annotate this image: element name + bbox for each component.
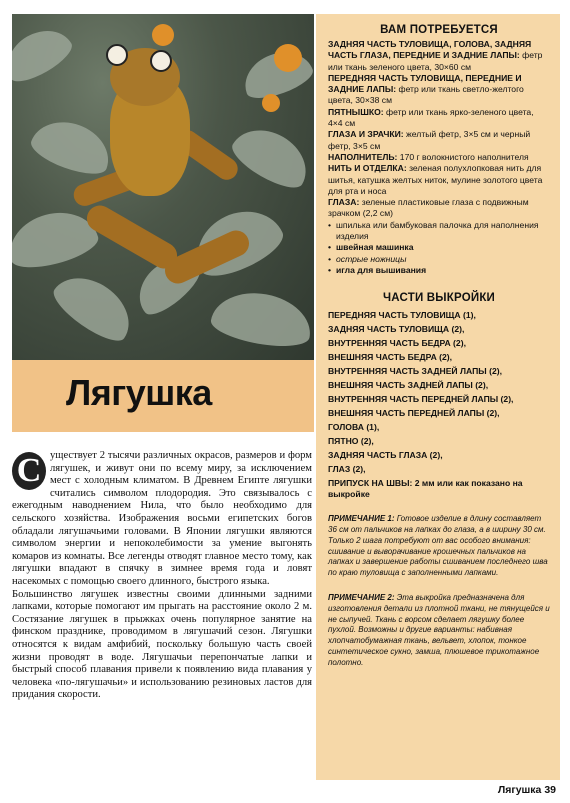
frog-photo — [12, 14, 314, 360]
tool-item: • игла для вышивания — [328, 265, 550, 276]
part-item: ПЯТНО (2), — [328, 436, 374, 447]
part-item: ВНУТРЕННЯЯ ЧАСТЬ БЕДРА (2), — [328, 338, 466, 349]
parts-heading: ЧАСТИ ВЫКРОЙКИ — [383, 292, 495, 305]
materials-heading: ВАМ ПОТРЕБУЕТСЯ — [380, 24, 498, 36]
parts-list — [328, 308, 550, 500]
note-1: ПРИМЕЧАНИЕ 1: Готовое изделие в длину составляет 36 см от пальчиков на лапках до глаза, а в ширину 30 см. Только 2 шага потребуют от вас особого внимания: сшивание и выворачивание крошечных пальчиков на лапках и завершение работы сшиванием последнего шва по краю туловища с заполненными лапками. — [328, 514, 548, 578]
page-footer: Лягушка 39 — [497, 784, 556, 796]
article-paragraph: уществует 2 тысячи различных окрасов, размеров и форм лягушек, и живут они по всему миру, за исключением мест с холодным климатом. В Древнем Египте лягушки считались символом плодородия. Это связывалось с ежегодным наводнением Нила, что было необходимо для сельского хозяйства. Изображения восьми египетских богов обладали лягушачьими головами. В Японии лягушки являются символом энергии и непоколебимости за умение выгонять комаров из комнаты. Все легенды отводят главное место тому, как лягушки впадают в спячку в зимнее время года и ловят насекомых с помощью своего длинного, быстрого языка. — [12, 450, 312, 587]
drop-cap: С — [12, 452, 46, 490]
material-item: ГЛАЗА И ЗРАЧКИ: желтый фетр, 3×5 см и черный фетр, 3×5 см — [328, 129, 531, 151]
tool-item: • швейная машинка — [328, 242, 550, 253]
part-item: ВНЕШНЯЯ ЧАСТЬ ПЕРЕДНЕЙ ЛАПЫ (2), — [328, 408, 500, 419]
part-item: ГОЛОВА (1), — [328, 422, 380, 433]
part-item: ПЕРЕДНЯЯ ЧАСТЬ ТУЛОВИЩА (1), — [328, 310, 476, 321]
tool-item: • острые ножницы — [328, 254, 550, 265]
material-item: ПЯТНЫШКО: фетр или ткань ярко-зеленого цвета, 4×4 см — [328, 106, 534, 129]
material-item: ЗАДНЯЯ ЧАСТЬ ТУЛОВИЩА, ГОЛОВА, ЗАДНЯЯ ЧАСТЬ ГЛАЗА, ПЕРЕДНИЕ И ЗАДНИЕ ЛАПЫ: фетр или ткань зеленого цвета, 30×60 см — [328, 39, 543, 72]
material-item: ПЕРЕДНЯЯ ЧАСТЬ ТУЛОВИЩА, ПЕРЕДНИЕ И ЗАДНИЕ ЛАПЫ: фетр или ткань светло-желтого цвета, 30×38 см — [328, 72, 524, 106]
frog-eye — [150, 50, 172, 72]
material-item: ГЛАЗА: зеленые пластиковые глаза с подвижным зрачком (2,2 см) — [328, 197, 529, 219]
part-item: ВНУТРЕННЯЯ ЧАСТЬ ЗАДНЕЙ ЛАПЫ (2), — [328, 366, 502, 377]
part-item: ВНЕШНЯЯ ЧАСТЬ БЕДРА (2), — [328, 352, 453, 363]
materials-list — [328, 39, 550, 276]
seam-allowance: ПРИПУСК НА ШВЫ: 2 мм или как показано на выкройке — [328, 478, 523, 500]
part-item: ВНЕШНЯЯ ЧАСТЬ ЗАДНЕЙ ЛАПЫ (2), — [328, 380, 489, 391]
page-title: Лягушка — [66, 372, 212, 413]
article-paragraph: Большинство лягушек известны своими длинными задними лапками, которые помогают им прыгать на расстояние около 2 м. Состязание лягушек в прыжках очень популярное занятие на финском празднике, проводимом в лягушачий сезон. Лягушки относятся к видам амфибий, поскольку большую часть своей жизни проводят в воде. Лягушачьи перепончатые лапки и быстрый способ плавания привели к появлению вида плавания у человека «по-лягушачьи» и использованию резиновых ластов для придания скорости. — [12, 588, 312, 701]
materials-sidebar — [316, 14, 560, 780]
material-item: НАПОЛНИТЕЛЬ: 170 г волокнистого наполнителя — [328, 151, 529, 162]
tool-item: • шпилька или бамбуковая палочка для наполнения изделия — [328, 220, 550, 243]
part-item: ГЛАЗ (2), — [328, 464, 366, 475]
part-item: ВНУТРЕННЯЯ ЧАСТЬ ПЕРЕДНЕЙ ЛАПЫ (2), — [328, 394, 514, 405]
article-body — [12, 450, 312, 702]
material-item: НИТЬ И ОТДЕЛКА: зеленая полухлопковая нить для шитья, катушка желтых ниток, мулине золотого цвета для рта и носа — [328, 163, 543, 196]
part-item: ЗАДНЯЯ ЧАСТЬ ТУЛОВИЩА (2), — [328, 324, 465, 335]
note-2: ПРИМЕЧАНИЕ 2: Эта выкройка предназначена для изготовления детали из плотной ткани, не тянущейся и не сыпучей. Ткань с ворсом сделает лягушку более пухлой. Возможны и другие варианты: набивная хлопчатобумажная ткань, вельвет, хлопок, тонкое синтетическое сукно, замша, плюшевое трикотажное полотно. — [328, 593, 550, 667]
frog-eye — [106, 44, 128, 66]
part-item: ЗАДНЯЯ ЧАСТЬ ГЛАЗА (2), — [328, 450, 443, 461]
